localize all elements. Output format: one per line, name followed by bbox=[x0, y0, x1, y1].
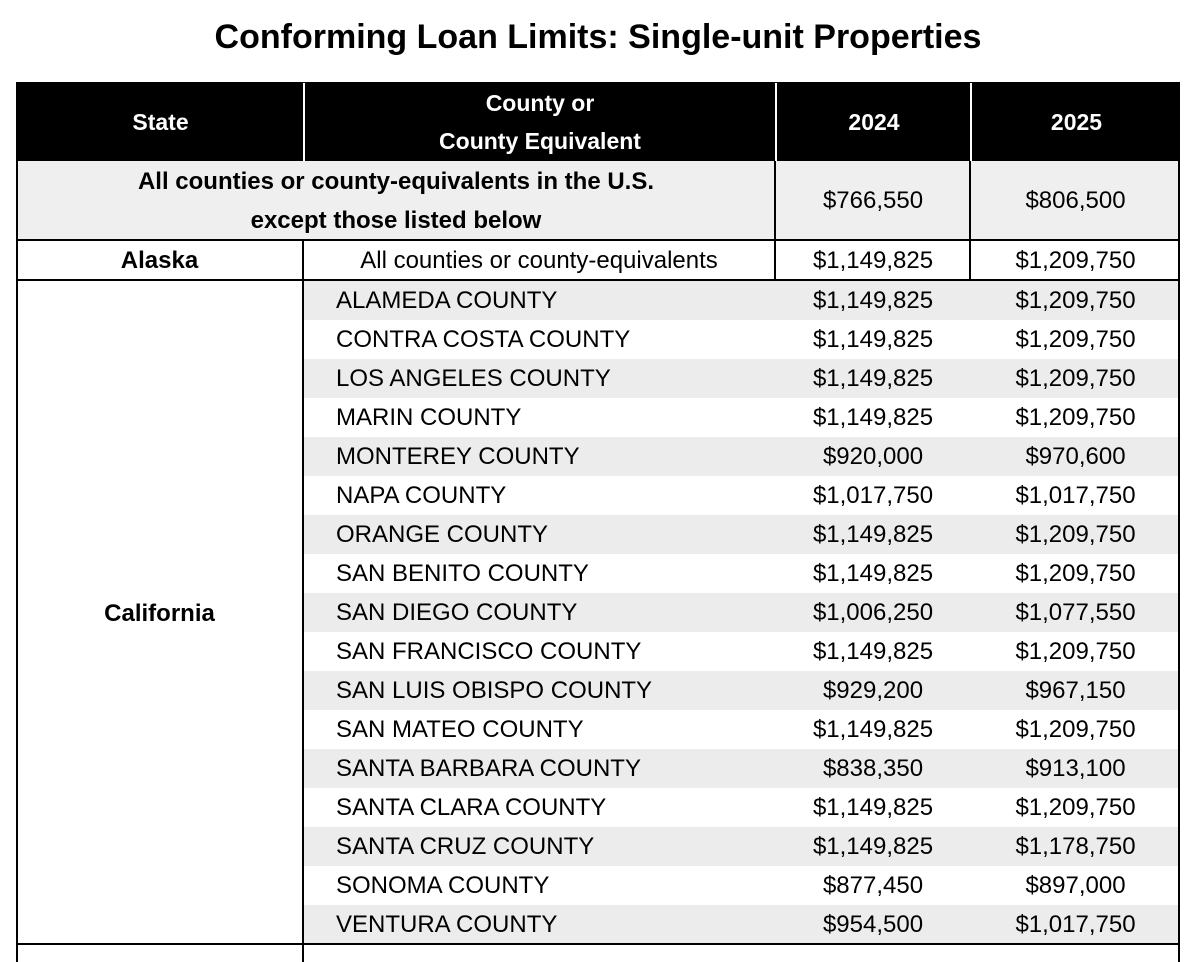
border-after-all-row bbox=[16, 239, 1180, 241]
limit-2025: $1,017,750 bbox=[1015, 911, 1136, 938]
table-header bbox=[16, 82, 1180, 161]
alaska-state: Alaska bbox=[120, 247, 199, 274]
limit-2024: $1,149,825 bbox=[812, 638, 934, 665]
limit-2025: $1,209,750 bbox=[1015, 521, 1136, 548]
california-state: California bbox=[104, 600, 215, 627]
county-name: NAPA COUNTY bbox=[336, 482, 507, 509]
county-name: SAN BENITO COUNTY bbox=[336, 560, 589, 587]
limit-2024: $838,350 bbox=[822, 755, 924, 782]
limit-2025: $970,600 bbox=[1025, 443, 1126, 470]
county-name: CONTRA COSTA COUNTY bbox=[336, 326, 631, 353]
limit-2024: $929,200 bbox=[822, 677, 924, 704]
header-state-label: State bbox=[132, 108, 189, 135]
all-counties-label-line2: except those listed below bbox=[250, 206, 542, 234]
limit-2024: $954,500 bbox=[822, 911, 924, 938]
border-2024-2025 bbox=[969, 161, 971, 280]
page-title: Conforming Loan Limits: Single-unit Properties bbox=[214, 18, 982, 56]
header-2024-label: 2024 bbox=[848, 108, 900, 135]
county-name: SAN MATEO COUNTY bbox=[336, 716, 584, 743]
limit-2025: $1,209,750 bbox=[1015, 326, 1136, 353]
header-county-line1: County or bbox=[485, 89, 595, 116]
limit-2024: $1,149,825 bbox=[812, 404, 934, 431]
limit-2025: $1,017,750 bbox=[1015, 482, 1136, 509]
limit-2024: $1,017,750 bbox=[812, 482, 934, 509]
limit-2025: $967,150 bbox=[1025, 677, 1126, 704]
county-name: LOS ANGELES COUNTY bbox=[336, 365, 611, 392]
limit-2025: $1,077,550 bbox=[1015, 599, 1136, 626]
all-counties-label-line1: All counties or county-equivalents in the U.S. bbox=[137, 167, 655, 195]
all-counties-label bbox=[16, 161, 776, 240]
limit-2024: $920,000 bbox=[822, 443, 924, 470]
limit-2024: $1,149,825 bbox=[812, 287, 934, 314]
limit-2024: $1,149,825 bbox=[812, 716, 934, 743]
header-2025-label: 2025 bbox=[1050, 108, 1103, 135]
border-right bbox=[1178, 161, 1180, 962]
all-counties-2025: $806,500 bbox=[1025, 187, 1126, 214]
county-name: SANTA CLARA COUNTY bbox=[336, 794, 607, 821]
limit-2024: $1,006,250 bbox=[812, 599, 934, 626]
limit-2024: $1,149,825 bbox=[812, 521, 934, 548]
limit-2025: $897,000 bbox=[1025, 872, 1126, 899]
limit-2024: $1,149,825 bbox=[812, 365, 934, 392]
limit-2024: $1,149,825 bbox=[812, 794, 934, 821]
limit-2025: $1,209,750 bbox=[1015, 560, 1136, 587]
limit-2025: $1,178,750 bbox=[1015, 833, 1136, 860]
header-county-line2: County Equivalent bbox=[439, 127, 641, 154]
limit-2025: $1,209,750 bbox=[1015, 365, 1136, 392]
loan-limits-table bbox=[16, 82, 1180, 962]
county-name: SAN FRANCISCO COUNTY bbox=[336, 638, 642, 665]
limit-2025: $913,100 bbox=[1025, 755, 1126, 782]
border-state-county bbox=[302, 240, 304, 962]
limit-2025: $1,209,750 bbox=[1015, 716, 1136, 743]
limit-2025: $1,209,750 bbox=[1015, 404, 1136, 431]
county-name: VENTURA COUNTY bbox=[336, 911, 558, 938]
alaska-2025: $1,209,750 bbox=[1015, 247, 1136, 274]
limit-2024: $1,149,825 bbox=[812, 326, 934, 353]
limit-2025: $1,209,750 bbox=[1015, 638, 1136, 665]
county-name: MARIN COUNTY bbox=[336, 404, 522, 431]
county-name: ORANGE COUNTY bbox=[336, 521, 549, 548]
header-2024 bbox=[777, 83, 971, 160]
county-name: SANTA BARBARA COUNTY bbox=[336, 755, 641, 782]
limit-2024: $1,149,825 bbox=[812, 833, 934, 860]
header-county bbox=[305, 83, 775, 160]
border-after-alaska bbox=[16, 279, 1180, 281]
county-name: SAN LUIS OBISPO COUNTY bbox=[336, 677, 653, 704]
county-name: SAN DIEGO COUNTY bbox=[336, 599, 578, 626]
limit-2025: $1,209,750 bbox=[1015, 794, 1136, 821]
limit-2025: $1,209,750 bbox=[1015, 287, 1136, 314]
limit-2024: $877,450 bbox=[822, 872, 924, 899]
header-state bbox=[17, 83, 304, 160]
border-after-california bbox=[16, 943, 1180, 945]
county-name: SONOMA COUNTY bbox=[336, 872, 550, 899]
alaska-2024: $1,149,825 bbox=[812, 247, 934, 274]
county-name: ALAMEDA COUNTY bbox=[336, 287, 558, 314]
border-county-2024 bbox=[774, 161, 776, 280]
all-counties-2024: $766,550 bbox=[822, 187, 924, 214]
header-2025 bbox=[972, 83, 1181, 160]
county-name: SANTA CRUZ COUNTY bbox=[336, 833, 595, 860]
alaska-county: All counties or county-equivalents bbox=[360, 247, 718, 274]
border-left bbox=[16, 161, 18, 962]
county-name: MONTEREY COUNTY bbox=[336, 443, 580, 470]
limit-2024: $1,149,825 bbox=[812, 560, 934, 587]
